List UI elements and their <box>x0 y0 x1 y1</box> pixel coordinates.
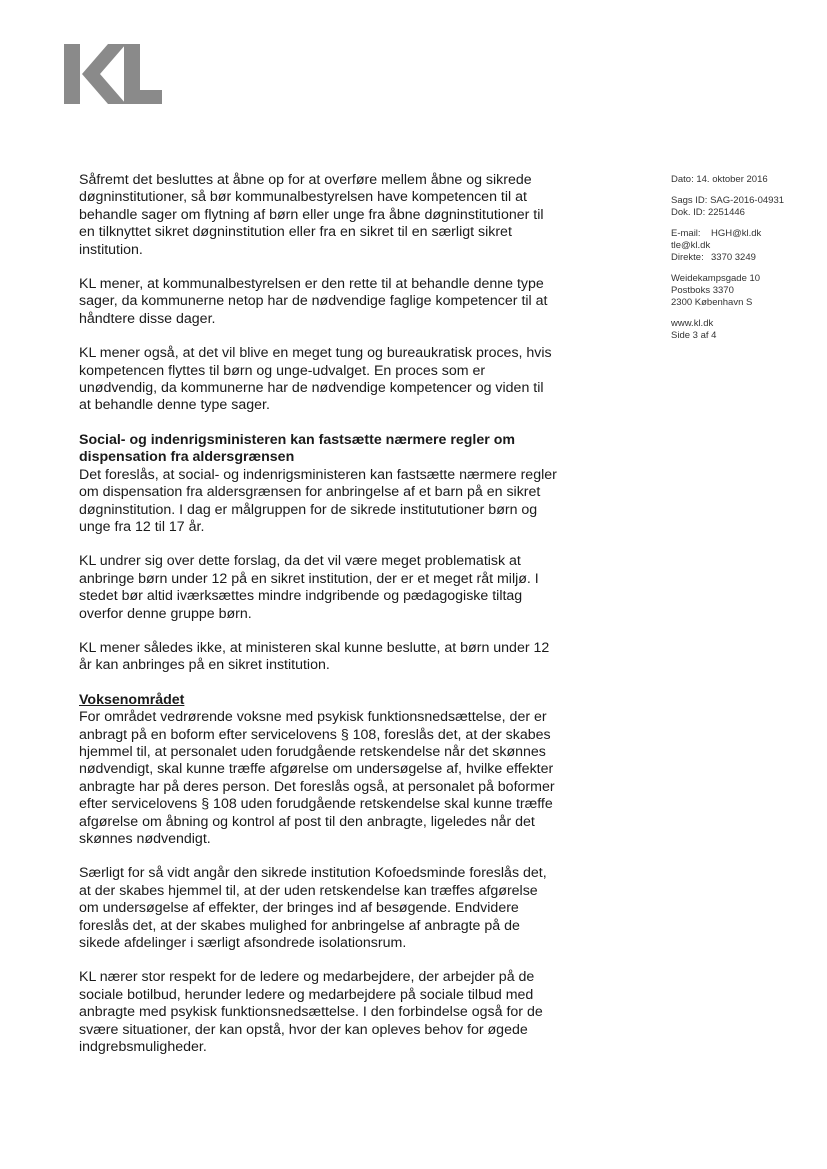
email-link[interactable]: HGH@kl.dk <box>711 228 762 239</box>
page-number: Side 3 af 4 <box>671 330 717 341</box>
section-heading: Social- og indenrigsministeren kan fastsætte nærmere regler om dispensation fra aldersgrænsen <box>79 431 515 466</box>
kl-logo <box>64 44 164 104</box>
paragraph: Det foreslås, at social- og indenrigsministeren kan fastsætte nærmere regler om dispensation fra aldersgrænsen for anbringelse af et barn på en sikret døgninstitution. I dag er målgruppen for de sikrede institututioner børn og unge fra 12 til 17 år. <box>79 466 557 535</box>
paragraph: KL mener således ikke, at ministeren skal kunne beslutte, at børn under 12 år kan anbringes på en sikret institution. <box>79 639 550 674</box>
phone-number: 3370 3249 <box>711 252 756 263</box>
paragraph: KL nærer stor respekt for de ledere og medarbejdere, der arbejder på de sociale botilbud, herunder ledere og medarbejdere på sociale tilbud med anbragte med psykisk funktionsnedsættelse. I den forbindelse også for de svære situationer, der kan opstå, hvor der kan opleves behov for øgede indgrebsmuligheder. <box>79 969 543 1056</box>
letter-body <box>79 172 559 1073</box>
document-id: Dok. ID: 2251446 <box>671 207 745 218</box>
paragraph: KL undrer sig over dette forslag, da det vil være meget problematisk at anbringe børn under 12 på en sikret institution, der er et meget råt miljø. I stedet bør altid iværksættes mindre indgribende og pædagogiske tiltag overfor denne gruppe børn. <box>79 553 539 622</box>
date-text: Dato: 14. oktober 2016 <box>671 174 768 185</box>
letter-meta-sidebar <box>671 174 821 351</box>
paragraph: KL mener, at kommunalbestyrelsen er den rette til at behandle denne type sager, da kommunerne netop har de nødvendige faglige kompetencer til at håndtere disse dager. <box>79 276 548 327</box>
address-line: Weidekampsgade 10 <box>671 273 761 284</box>
section-heading: Voksenområdet <box>79 691 185 708</box>
paragraph: Særligt for så vidt angår den sikrede institution Kofoedsminde foreslås det, at der skabes hjemmel til, at der uden retskendelse kan træffes afgørelse om undersøgelse af effekter, der bringes ind af besøgende. Endvidere foreslås det, at der skabes mulighed for anbringelse af anbragte på de sikede afdelinger i særligt afsondrede isolationsrum. <box>79 865 547 952</box>
paragraph: Såfremt det besluttes at åbne op for at overføre mellem åbne og sikrede døgninstitutioner, så bør kommunalbestyrelsen have kompetencen til at behandle sager om flytning af børn eller unge fra åbne døgninstitutioner til en tilknyttet sikret døgninstitution eller fra en sikret til en særligt sikret institution. <box>79 172 544 258</box>
email-label: E-mail: <box>671 228 701 239</box>
email-link[interactable]: tle@kl.dk <box>671 240 711 251</box>
paragraph: For området vedrørende voksne med psykisk funktionsnedsættelse, der er anbragt på en boform efter servicelovens § 108, foreslås det, at der skabes hjemmel til, at personalet uden forudgående retskendelse når det skønnes nødvendigt, skal kunne træffe afgørelse om undersøgelse af, hvilke effekter anbragte har på deres person. Det foreslås også, at personalet på boformer efter servicelovens § 108 uden forudgående retskendelse skal kunne træffe afgørelse om åbning og kontrol af post til den anbragte, ligeledes når det skønnes nødvendigt. <box>79 709 555 847</box>
website-link[interactable]: www.kl.dk <box>671 318 714 329</box>
paragraph: KL mener også, at det vil blive en meget tung og bureaukratisk proces, hvis kompetencen flyttes til børn og unge-udvalget. En proces som er unødvendig, da kommunerne har de nødvendige kompetencer og viden til at behandle denne type sager. <box>79 345 552 414</box>
case-id: Sags ID: SAG-2016-04931 <box>671 195 785 206</box>
address-line: Postboks 3370 <box>671 285 734 296</box>
phone-label: Direkte: <box>671 252 704 263</box>
address-line: 2300 København S <box>671 297 753 308</box>
